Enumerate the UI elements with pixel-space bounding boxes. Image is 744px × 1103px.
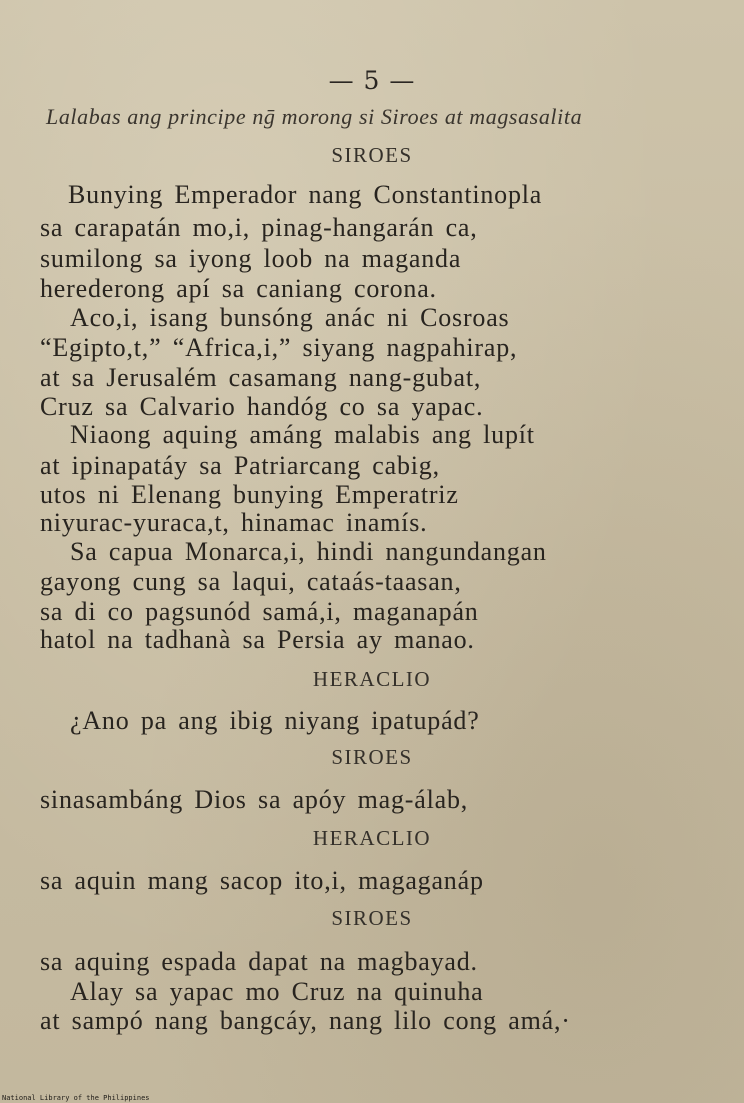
- verse-line: sinasambáng Dios sa apóy mag-álab,: [40, 785, 469, 814]
- verse-line: Alay sa yapac mo Cruz na quinuha: [70, 977, 484, 1006]
- verse-line: gayong cung sa laqui, cataás-taasan,: [40, 567, 462, 596]
- library-footer: National Library of the Philippines: [2, 1094, 150, 1102]
- speaker-label: SIROES: [331, 745, 413, 769]
- speaker-label: HERACLIO: [312, 826, 432, 850]
- verse-line: sa carapatán mo,i, pinag-hangarán ca,: [40, 213, 478, 242]
- verse-line: “Egipto,t,” “Africa,i,” siyang nagpahirap,: [40, 333, 518, 362]
- verse-line: utos ni Elenang bunying Emperatriz: [40, 480, 459, 509]
- page-number: — 5 —: [328, 66, 416, 95]
- verse-line: at ipinapatáy sa Patriarcang cabig,: [40, 451, 440, 480]
- verse-line: at sampó nang bangcáy, nang lilo cong amá,·: [40, 1006, 571, 1035]
- speaker-label: SIROES: [331, 143, 413, 167]
- verse-line: hatol na tadhanà sa Persia ay manao.: [40, 625, 475, 654]
- verse-line: Niaong aquing amáng malabis ang lupít: [70, 420, 535, 449]
- verse-line: Sa capua Monarca,i, hindi nangundangan: [70, 537, 547, 566]
- speaker-label: SIROES: [331, 906, 413, 930]
- verse-line: sumilong sa iyong loob na maganda: [40, 244, 462, 273]
- stage-direction: Lalabas ang principe nḡ morong si Siroes at magsasalita: [46, 104, 583, 129]
- verse-line: sa di co pagsunód samá,i, maganapán: [40, 597, 479, 626]
- verse-line: niyurac-yuraca,t, hinamac inamís.: [40, 508, 428, 537]
- speaker-label: HERACLIO: [312, 667, 432, 691]
- verse-line: herederong apí sa caniang corona.: [40, 274, 437, 303]
- verse-line: sa aquin mang sacop ito,i, magaganáp: [40, 866, 484, 895]
- verse-line: at sa Jerusalém casamang nang-gubat,: [40, 363, 482, 392]
- verse-line: Cruz sa Calvario handóg co sa yapac.: [40, 392, 484, 421]
- verse-line: Aco,i, isang bunsóng anác ni Cosroas: [70, 303, 510, 332]
- verse-line: Bunying Emperador nang Constantinopla: [68, 180, 543, 209]
- verse-line: sa aquing espada dapat na magbayad.: [40, 947, 478, 976]
- verse-line: ¿Ano pa ang ibig niyang ipatupád?: [70, 706, 480, 735]
